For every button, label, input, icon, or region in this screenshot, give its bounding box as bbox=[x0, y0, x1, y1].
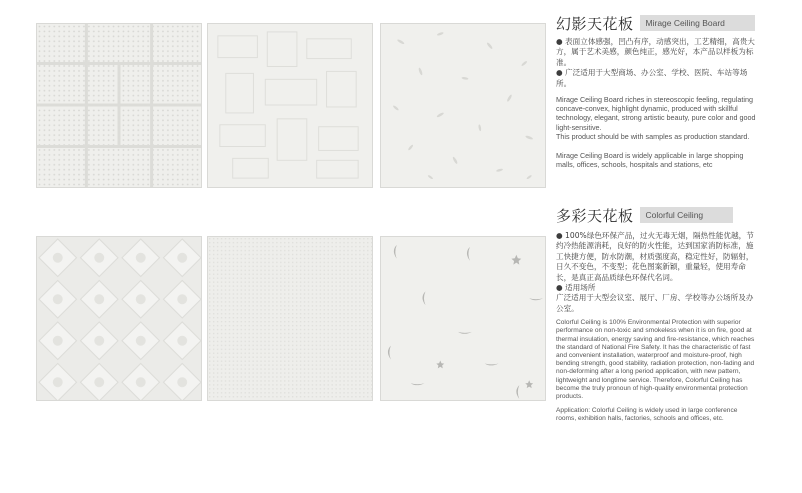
colorful-bullet-features: ● 100%绿色环保产品，过火无毒无烟，隔热性能优越，节约冷热能源消耗，良好的防火性能，达到国家消防标准，施工快捷方便，防水防潮，材质强度高，稳定性好，防辐射，日久不变色，不变型；花色图案新颖，重量轻，使用寿命长，是真正高品质绿色环保代名词。 bbox=[556, 231, 754, 282]
mirage-bullet-usage: ● 广泛适用于大型商场、办公室、学校、医院、车站等场所。 bbox=[556, 68, 748, 88]
colorful-tile-moon-stars bbox=[380, 236, 546, 401]
mirage-en-paragraph-2: This product should be with samples as production standard. bbox=[556, 131, 750, 141]
colorful-bullet-usage-text: 广泛适用于大型会议室、展厅、厂房、学校等办公场所及办公室。 bbox=[556, 293, 754, 313]
colorful-title-en-badge: Colorful Ceiling bbox=[640, 207, 734, 223]
colorful-tile-diamond bbox=[36, 236, 202, 401]
colorful-tile-fine-grid bbox=[207, 236, 373, 401]
mirage-bullet-features: ● 表面立体感强，凹凸有序，动感突出，工艺精细，高贵大方，属于艺术美感，颜色纯正，感光好，本产品以样板为标准。 bbox=[556, 37, 755, 67]
mirage-tile-blocks bbox=[207, 23, 373, 188]
mirage-description bbox=[556, 37, 758, 169]
mirage-title-row bbox=[556, 12, 755, 34]
mirage-en-paragraph-3: Mirage Ceiling Board is widely applicable in large shopping malls, offices, schools, hospitals and stations, etc bbox=[556, 151, 744, 170]
colorful-bullet-usage-heading: ● 适用场所 bbox=[556, 283, 596, 293]
colorful-en-paragraph-1: Colorful Ceiling is 100% Environmental Protection with superior performance on non-toxic and smokeless when it is on fire, good at thermal insulation, energy saving and fire-resistance, which reaches the standard of National Fire Safety. It has the characteristic of fast and convenient installation, waterproof and moisture-proof, high bending strength, good stability, radiation protection, non-fading and non-deforming after a long period application, with new pattern, lightweight and longtime service. Therefore, Colorful Ceiling has become the truly pronoun of high-quality environmental protection products. bbox=[556, 319, 755, 401]
mirage-tile-flecks bbox=[380, 23, 546, 188]
colorful-title-row bbox=[556, 204, 733, 226]
colorful-en-paragraph-2: Application: Colorful Ceiling is widely used in large conference rooms, exhibition halls, factories, schools and offices, etc. bbox=[556, 407, 738, 423]
mirage-tile-grid-dots bbox=[36, 23, 202, 188]
mirage-title-en-badge: Mirage Ceiling Board bbox=[640, 15, 755, 31]
mirage-title-zh: 幻影天花板 bbox=[556, 14, 634, 33]
colorful-description bbox=[556, 231, 758, 424]
mirage-en-paragraph-1: Mirage Ceiling Board riches in stereoscopic feeling, regulating concave-convex, highlight dynamic, produced with skillful technology, elegant, strong artistic beauty, pure color and good light-sensitive. bbox=[556, 95, 756, 132]
colorful-title-zh: 多彩天花板 bbox=[556, 206, 634, 225]
